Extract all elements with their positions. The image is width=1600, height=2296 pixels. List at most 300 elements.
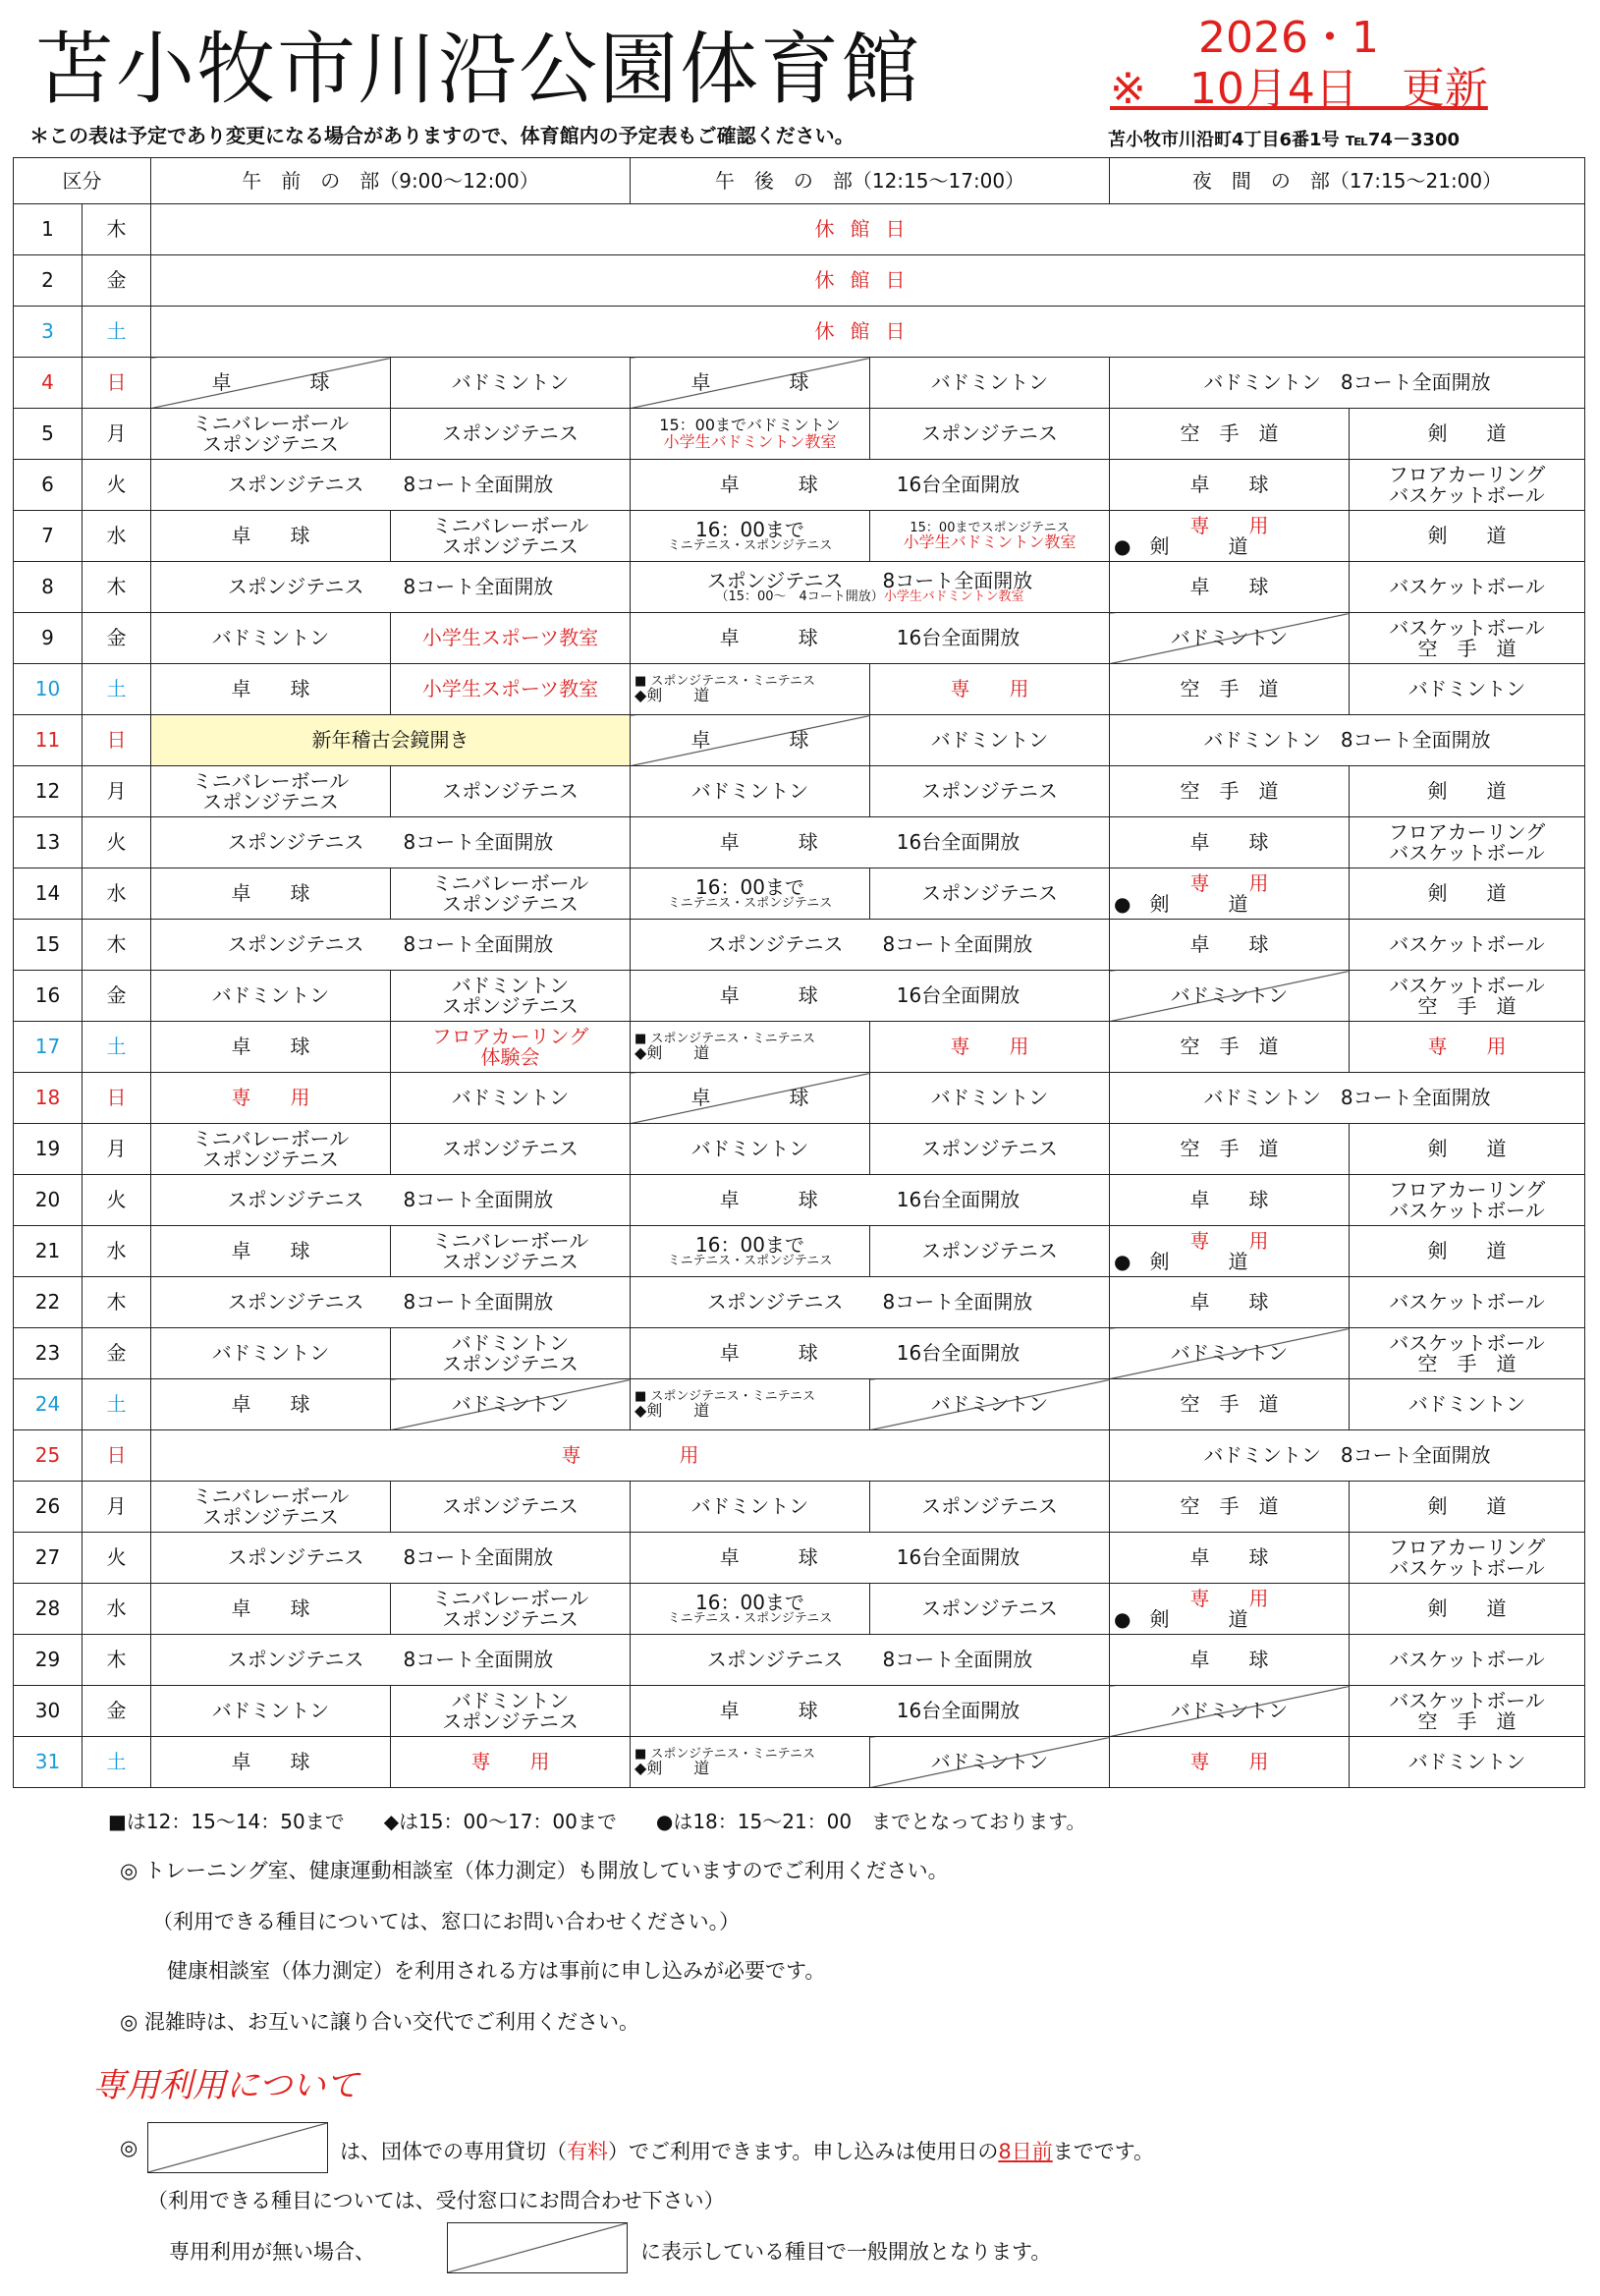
slot-cell: スポンジテニス — [391, 766, 631, 817]
day-number: 3 — [14, 307, 83, 358]
slot-cell: バスケットボール — [1350, 920, 1585, 971]
slot-cell — [391, 868, 631, 920]
slot-line: フロアカーリング — [1388, 1178, 1546, 1203]
slot-cell — [631, 409, 870, 460]
day-number: 17 — [14, 1022, 83, 1073]
slot-line: ミニバレーボール — [431, 514, 589, 538]
table-row — [14, 358, 1585, 409]
slot-cell — [631, 664, 870, 715]
slot-cell: 卓 球 16台全面開放 — [631, 1328, 1110, 1379]
slot-line: 16：00まで — [695, 1590, 804, 1614]
day-number: 23 — [14, 1328, 83, 1379]
dot-marker: ● — [1114, 1606, 1131, 1631]
slot-cell: 卓 球 16台全面開放 — [631, 1533, 1110, 1584]
weekday: 土 — [83, 1379, 151, 1430]
slot-cell: 空 手 道 — [1110, 1379, 1350, 1430]
day-number: 31 — [14, 1737, 83, 1788]
slot-cell: 卓 球 — [1110, 920, 1350, 971]
slot-cell — [631, 1379, 870, 1430]
slot-line: ミニバレーボール — [192, 412, 350, 436]
day-number: 22 — [14, 1277, 83, 1328]
weekday: 木 — [83, 1277, 151, 1328]
slot-cell: スポンジテニス 8コート全面開放 — [151, 1533, 631, 1584]
slot-cell: 剣 道 — [1350, 1226, 1585, 1277]
slot-line: ミニバレーボール — [192, 1127, 350, 1151]
table-row — [14, 1584, 1585, 1635]
weekday: 金 — [83, 613, 151, 664]
closed-cell: 休館日 — [151, 255, 1585, 307]
slot-cell: バドミントン — [870, 715, 1110, 766]
slot-line: バスケットボール — [1389, 482, 1545, 507]
slot-line: スポンジテニス — [202, 1147, 339, 1171]
slot-cell: 卓 球 — [151, 1584, 391, 1635]
slot-line — [1110, 533, 1349, 558]
slot-line: バスケットボール — [1389, 1331, 1545, 1356]
slot-cell: 卓 球 — [1110, 562, 1350, 613]
slot-line: 小学生バドミントン教室 — [903, 532, 1076, 551]
slot-cell: バドミントン 8コート全面開放 — [1110, 1430, 1585, 1482]
weekday: 水 — [83, 1584, 151, 1635]
slot-line: 16：00まで — [695, 874, 804, 899]
slot-cell — [391, 1686, 631, 1737]
slot-cell: スポンジテニス 8コート全面開放 — [151, 817, 631, 868]
slot-line: ミニバレーボール — [431, 871, 589, 896]
slot-cell — [1350, 1686, 1585, 1737]
slot-cell: バドミントン 8コート全面開放 — [1110, 715, 1585, 766]
exclusive-inquiry: （利用できる種目については、受付窓口にお問合わせ下さい） — [147, 2189, 725, 2212]
table-header — [14, 158, 1585, 204]
table-row — [14, 1686, 1585, 1737]
table-row — [14, 920, 1585, 971]
slot-cell: スポンジテニス — [870, 766, 1110, 817]
slash-sample-box — [147, 2122, 328, 2173]
slot-line: スポンジテニス — [202, 431, 339, 456]
slot-cell — [391, 1022, 631, 1073]
slot-cell: スポンジテニス 8コート全面開放 — [151, 1175, 631, 1226]
slot-cell: 卓 球 — [1110, 1277, 1350, 1328]
slot-cell: バドミントン — [391, 1073, 631, 1124]
exp-text: ）でご利用できます。申し込みは使用日の — [608, 2140, 999, 2163]
table-row — [14, 1328, 1585, 1379]
day-number: 19 — [14, 1124, 83, 1175]
day-number: 2 — [14, 255, 83, 307]
weekday: 金 — [83, 255, 151, 307]
schedule-notice: ＊この表は予定であり変更になる場合がありますので、体育館内の予定表もご確認ください。 — [29, 124, 855, 147]
slot-cell — [1110, 511, 1350, 562]
table-row — [14, 1175, 1585, 1226]
header-kubun: 区分 — [14, 158, 151, 204]
slot-cell: 空 手 道 — [1110, 409, 1350, 460]
slot-cell: 小学生スポーツ教室 — [391, 613, 631, 664]
slot-cell: バドミントン — [870, 1737, 1110, 1788]
slot-text: 剣 道 — [1149, 1606, 1248, 1631]
schedule-month: 2026・1 — [1198, 13, 1379, 63]
slot-cell: 卓 球 — [151, 868, 391, 920]
slot-cell: 卓 球 — [151, 1022, 391, 1073]
table-row — [14, 817, 1585, 868]
slot-cell — [391, 511, 631, 562]
slot-cell: 卓 球 — [631, 1073, 870, 1124]
weekday: 日 — [83, 1073, 151, 1124]
slot-cell: スポンジテニス 8コート全面開放 — [151, 562, 631, 613]
day-number: 30 — [14, 1686, 83, 1737]
weekday: 金 — [83, 1686, 151, 1737]
slot-cell: スポンジテニス 8コート全面開放 — [631, 1277, 1110, 1328]
slot-cell: スポンジテニス 8コート全面開放 — [631, 920, 1110, 971]
day-number: 18 — [14, 1073, 83, 1124]
circle-mark: ◎ — [120, 2136, 138, 2159]
slot-cell: バドミントン — [151, 1328, 391, 1379]
table-row — [14, 307, 1585, 358]
slot-cell: 卓 球 16台全面開放 — [631, 1175, 1110, 1226]
slot-line: バスケットボール — [1389, 840, 1545, 865]
slot-cell: バドミントン — [870, 1379, 1110, 1430]
slot-line: スポンジテニス — [442, 1708, 579, 1733]
slot-line: バスケットボール — [1389, 616, 1545, 641]
slot-cell: バドミントン — [1350, 1379, 1585, 1430]
slot-line: ◆剣 道 — [634, 1758, 710, 1777]
dot-marker: ● — [1114, 533, 1131, 558]
day-number: 15 — [14, 920, 83, 971]
slot-cell: バドミントン — [631, 766, 870, 817]
slot-line: ミニバレーボール — [192, 769, 350, 794]
slot-line: スポンジテニス — [442, 1606, 579, 1631]
slot-line: フロアカーリング — [431, 1025, 589, 1049]
slot-line: フロアカーリング — [1388, 1536, 1546, 1560]
slot-cell: スポンジテニス — [870, 868, 1110, 920]
slot-cell: スポンジテニス — [391, 409, 631, 460]
weekday: 日 — [83, 715, 151, 766]
slot-cell: 剣 道 — [1350, 1482, 1585, 1533]
weekday: 火 — [83, 817, 151, 868]
slot-cell: バドミントン — [391, 1379, 631, 1430]
table-row — [14, 1022, 1585, 1073]
slot-cell: バドミントン 8コート全面開放 — [1110, 358, 1585, 409]
slot-line: スポンジテニス — [202, 1504, 339, 1529]
slot-cell: スポンジテニス — [870, 1482, 1110, 1533]
weekday: 日 — [83, 1430, 151, 1482]
slot-line: スポンジテニス — [442, 993, 579, 1018]
slot-line: 空 手 道 — [1417, 1351, 1517, 1375]
day-number: 16 — [14, 971, 83, 1022]
slot-line: ミニバレーボール — [431, 1229, 589, 1254]
slot-cell: 専 用 — [151, 1073, 391, 1124]
slot-cell — [631, 1584, 870, 1635]
weekday: 火 — [83, 460, 151, 511]
table-row — [14, 255, 1585, 307]
slot-cell: 卓 球 — [151, 1737, 391, 1788]
slot-cell: バドミントン — [870, 358, 1110, 409]
slot-line: スポンジテニス — [202, 789, 339, 813]
slot-line: ミニテニス・スポンジテニス — [667, 1611, 833, 1627]
slot-line: 小学生バドミントン教室 — [663, 431, 837, 451]
closed-cell: 休館日 — [151, 307, 1585, 358]
slot-cell: 卓 球 — [631, 715, 870, 766]
slot-cell — [870, 511, 1110, 562]
slot-text: 剣 道 — [1149, 891, 1248, 916]
slot-line: バドミントン — [451, 1331, 570, 1356]
slot-cell — [151, 1124, 391, 1175]
slot-cell: 卓 球 16台全面開放 — [631, 1686, 1110, 1737]
day-number: 4 — [14, 358, 83, 409]
slot-line: バスケットボール — [1389, 1555, 1545, 1580]
slot-cell: 卓 球 — [1110, 460, 1350, 511]
slot-cell: バドミントン — [1110, 613, 1350, 664]
slot-line: バスケットボール — [1389, 1198, 1545, 1222]
slot-cell: スポンジテニス — [870, 1124, 1110, 1175]
slot-cell: スポンジテニス — [870, 1226, 1110, 1277]
table-row — [14, 460, 1585, 511]
slot-cell: 卓 球 — [1110, 1533, 1350, 1584]
table-row — [14, 1124, 1585, 1175]
slot-line: 空 手 道 — [1417, 636, 1517, 660]
section-heading: 専用利用について — [92, 2066, 359, 2105]
slot-cell — [631, 562, 1110, 613]
slot-cell: 空 手 道 — [1110, 766, 1350, 817]
slot-cell: 空 手 道 — [1110, 1022, 1350, 1073]
slot-line: スポンジテニス 8コート全面開放 — [706, 568, 1033, 592]
weekday: 木 — [83, 920, 151, 971]
slot-cell: バドミントン — [1110, 1328, 1350, 1379]
slot-cell: 卓 球 — [151, 1226, 391, 1277]
slot-cell: 卓 球 — [631, 358, 870, 409]
no-exclusive-text-2: に表示している種目で一般開放となります。 — [640, 2240, 1052, 2264]
day-number: 24 — [14, 1379, 83, 1430]
day-number: 27 — [14, 1533, 83, 1584]
slot-line: ■ スポンジテニス・ミニテニス — [634, 673, 816, 689]
updated-date: ※ 10月4日 更新 — [1110, 64, 1488, 114]
slot-line — [1110, 1606, 1349, 1631]
slot-line: ■ スポンジテニス・ミニテニス — [634, 1388, 816, 1404]
day-number: 25 — [14, 1430, 83, 1482]
weekday: 水 — [83, 1226, 151, 1277]
slot-cell: バドミントン — [391, 358, 631, 409]
slot-cell: 剣 道 — [1350, 511, 1585, 562]
slot-cell — [1350, 1533, 1585, 1584]
day-number: 29 — [14, 1635, 83, 1686]
table-row — [14, 1533, 1585, 1584]
slot-cell: バドミントン — [151, 971, 391, 1022]
slot-cell: 剣 道 — [1350, 868, 1585, 920]
table-row — [14, 868, 1585, 920]
weekday: 火 — [83, 1175, 151, 1226]
table-row — [14, 715, 1585, 766]
weekday: 月 — [83, 1124, 151, 1175]
slot-cell: 卓 球 16台全面開放 — [631, 971, 1110, 1022]
slot-cell: 卓 球 16台全面開放 — [631, 460, 1110, 511]
slot-cell: スポンジテニス 8コート全面開放 — [151, 1277, 631, 1328]
weekday: 月 — [83, 1482, 151, 1533]
slot-cell: スポンジテニス 8コート全面開放 — [151, 460, 631, 511]
weekday: 土 — [83, 1737, 151, 1788]
header-afternoon: 午 後 の 部（12:15～17:00） — [631, 158, 1110, 204]
slot-cell: バドミントン — [151, 1686, 391, 1737]
slot-line — [1110, 891, 1349, 916]
weekday: 月 — [83, 409, 151, 460]
day-number: 20 — [14, 1175, 83, 1226]
slot-cell: 専 用 — [1350, 1022, 1585, 1073]
table-row — [14, 664, 1585, 715]
slot-cell — [631, 1022, 870, 1073]
slot-line: ◆剣 道 — [634, 1042, 710, 1062]
slot-cell: バドミントン — [151, 613, 391, 664]
slot-cell — [1350, 613, 1585, 664]
closed-cell: 休館日 — [151, 204, 1585, 255]
exp-text: までです。 — [1052, 2140, 1155, 2163]
day-number: 7 — [14, 511, 83, 562]
table-row — [14, 766, 1585, 817]
day-number: 6 — [14, 460, 83, 511]
slot-cell: 卓 球 — [151, 664, 391, 715]
exp-text: は、団体での専用貸切（ — [340, 2140, 567, 2163]
day-number: 1 — [14, 204, 83, 255]
slot-cell — [391, 1584, 631, 1635]
slot-line: スポンジテニス — [442, 1249, 579, 1273]
info-inquiry: （利用できる種目については、窓口にお問い合わせください。） — [152, 1910, 741, 1933]
header-morning: 午 前 の 部（9:00～12:00） — [151, 158, 631, 204]
weekday: 土 — [83, 307, 151, 358]
slot-cell: バスケットボール — [1350, 1635, 1585, 1686]
exp-days: 8日前 — [998, 2140, 1053, 2163]
slot-cell: 専 用 — [151, 1430, 1110, 1482]
slot-cell: 小学生スポーツ教室 — [391, 664, 631, 715]
day-number: 10 — [14, 664, 83, 715]
slot-line: フロアカーリング — [1388, 463, 1546, 487]
slot-line: ◆剣 道 — [634, 1400, 710, 1420]
slot-cell: 剣 道 — [1350, 766, 1585, 817]
slot-line: スポンジテニス — [442, 891, 579, 916]
slot-cell: バドミントン — [1350, 1737, 1585, 1788]
slot-line: ミニバレーボール — [431, 1587, 589, 1611]
info-health: 健康相談室（体力測定）を利用される方は事前に申し込みが必要です。 — [167, 1959, 826, 1983]
no-exclusive-text: 専用利用が無い場合、 — [169, 2240, 375, 2264]
weekday: 水 — [83, 868, 151, 920]
day-number: 8 — [14, 562, 83, 613]
slot-cell: 剣 道 — [1350, 1124, 1585, 1175]
weekday: 日 — [83, 358, 151, 409]
slot-line: 体験会 — [480, 1044, 540, 1069]
slot-line: ミニテニス・スポンジテニス — [667, 1254, 833, 1269]
slash-sample-box — [447, 2222, 628, 2273]
slot-cell: 剣 道 — [1350, 409, 1585, 460]
day-number: 28 — [14, 1584, 83, 1635]
weekday: 木 — [83, 1635, 151, 1686]
slot-line: 16：00まで — [695, 1232, 804, 1257]
slot-line — [1110, 1249, 1349, 1273]
slot-cell: バドミントン — [1110, 1686, 1350, 1737]
table-row — [14, 204, 1585, 255]
event-cell: 新年稽古会鏡開き — [151, 715, 631, 766]
slot-line: スポンジテニス — [442, 1351, 579, 1375]
slot-line: 空 手 道 — [1417, 1708, 1517, 1733]
slot-cell — [1350, 817, 1585, 868]
weekday: 土 — [83, 664, 151, 715]
slot-line: 空 手 道 — [1417, 993, 1517, 1018]
slot-cell: 卓 球 — [151, 358, 391, 409]
weekday: 木 — [83, 562, 151, 613]
info-training: ◎ トレーニング室、健康運動相談室（体力測定）も開放していますのでご利用ください。 — [120, 1859, 949, 1882]
slot-cell: バドミントン 8コート全面開放 — [1110, 1073, 1585, 1124]
header-night: 夜 間 の 部（17:15～21:00） — [1110, 158, 1585, 204]
slot-cell — [391, 1226, 631, 1277]
slot-cell: スポンジテニス 8コート全面開放 — [151, 1635, 631, 1686]
slot-cell: 空 手 道 — [1110, 664, 1350, 715]
table-row — [14, 1482, 1585, 1533]
legend-text: ■は12：15～14：50まで ◆は15：00～17：00まで ●は18：15～21：00 までとなっております。 — [108, 1810, 1086, 1833]
dot-marker: ● — [1114, 1249, 1131, 1273]
slot-text: 剣 道 — [1149, 1249, 1248, 1273]
weekday: 火 — [83, 1533, 151, 1584]
slot-cell: 卓 球 16台全面開放 — [631, 613, 1110, 664]
slot-cell: スポンジテニス 8コート全面開放 — [631, 1635, 1110, 1686]
slot-cell: バドミントン — [1110, 971, 1350, 1022]
slot-line: バドミントン — [451, 974, 570, 998]
slot-cell: バドミントン — [870, 1073, 1110, 1124]
slot-line: 15：00までバドミントン — [659, 416, 841, 435]
slot-cell: 卓 球 — [1110, 1635, 1350, 1686]
slot-line: バドミントン — [451, 1689, 570, 1713]
slot-cell: 専 用 — [391, 1737, 631, 1788]
slot-cell: 卓 球 16台全面開放 — [631, 817, 1110, 868]
info-crowding: ◎ 混雑時は、お互いに譲り合い交代でご利用ください。 — [120, 2010, 639, 2034]
day-number: 14 — [14, 868, 83, 920]
slot-cell — [631, 511, 870, 562]
day-number: 11 — [14, 715, 83, 766]
table-row — [14, 562, 1585, 613]
slot-cell — [1110, 868, 1350, 920]
slot-line: 専 用 — [1189, 871, 1269, 896]
weekday: 水 — [83, 511, 151, 562]
day-number: 21 — [14, 1226, 83, 1277]
slot-line: バスケットボール — [1389, 974, 1545, 998]
page-title: 苫小牧市川沿公園体育館 — [35, 24, 921, 115]
slot-cell: バスケットボール — [1350, 1277, 1585, 1328]
slot-cell — [1110, 1584, 1350, 1635]
table-row — [14, 613, 1585, 664]
slot-cell — [631, 868, 870, 920]
slot-line: 15：00までスポンジテニス — [910, 520, 1070, 535]
table-row — [14, 971, 1585, 1022]
slot-cell: 剣 道 — [1350, 1584, 1585, 1635]
table-row — [14, 1635, 1585, 1686]
table-row — [14, 1737, 1585, 1788]
slot-cell: スポンジテニス — [391, 1482, 631, 1533]
slot-line: バスケットボール — [1389, 1689, 1545, 1713]
table-row — [14, 511, 1585, 562]
facility-address: 苫小牧市川沿町4丁目6番1号 ℡74－3300 — [1108, 130, 1461, 150]
day-number: 5 — [14, 409, 83, 460]
slot-cell: バスケットボール — [1350, 562, 1585, 613]
table-row — [14, 409, 1585, 460]
table-row — [14, 1277, 1585, 1328]
table-row — [14, 1430, 1585, 1482]
slot-line: フロアカーリング — [1388, 820, 1546, 845]
slot-line: ミニテニス・スポンジテニス — [667, 538, 833, 554]
slot-cell — [631, 1226, 870, 1277]
slot-cell: スポンジテニス — [870, 1584, 1110, 1635]
slot-cell — [1350, 971, 1585, 1022]
slot-cell: 専 用 — [1110, 1737, 1350, 1788]
exclusive-explanation — [340, 2136, 1154, 2165]
slot-cell: スポンジテニス — [870, 409, 1110, 460]
slot-line: ミニテニス・スポンジテニス — [667, 896, 833, 912]
slot-line: 専 用 — [1189, 514, 1269, 538]
slot-cell: 専 用 — [870, 1022, 1110, 1073]
slot-line: 専 用 — [1189, 1587, 1269, 1611]
slot-line: ■ スポンジテニス・ミニテニス — [634, 1031, 816, 1046]
table-row — [14, 1226, 1585, 1277]
slot-line: ■ スポンジテニス・ミニテニス — [634, 1746, 816, 1762]
